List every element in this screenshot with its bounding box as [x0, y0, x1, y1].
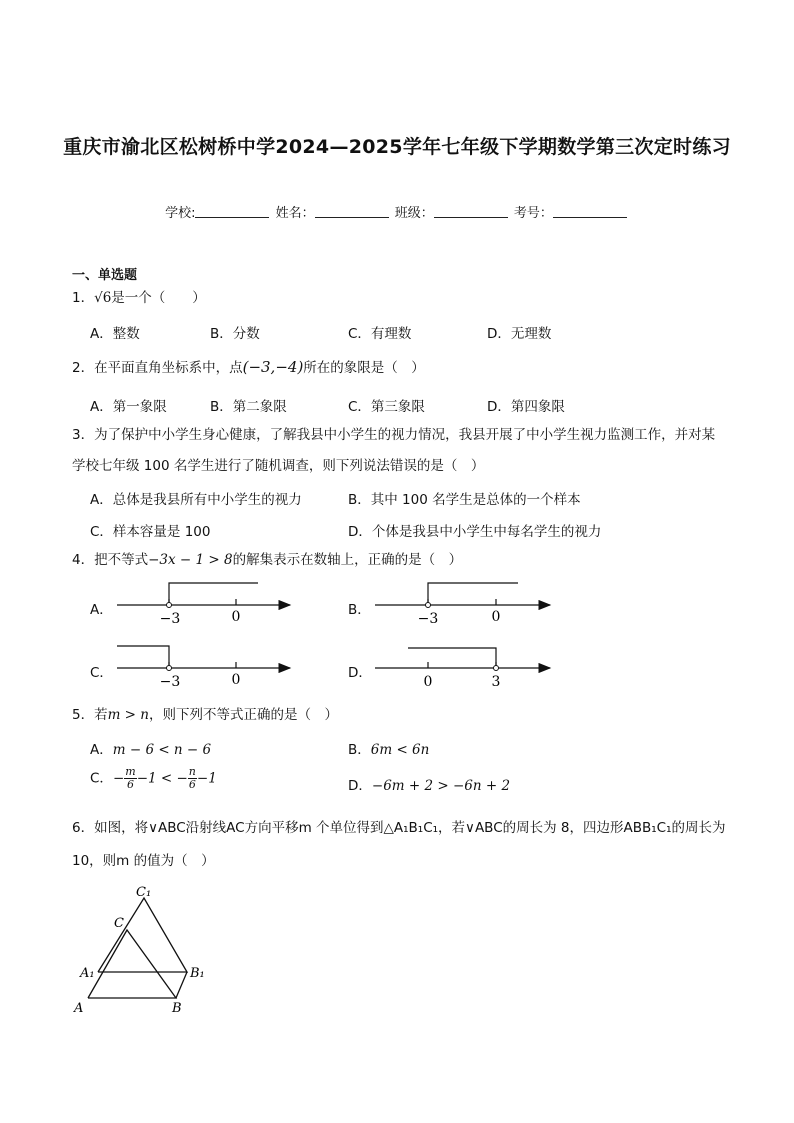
q5-a-expr: m − 6 < n − 6	[112, 742, 212, 758]
class-label: 班级：	[394, 206, 434, 221]
q5-condition: m > n	[107, 707, 149, 723]
name-label: 姓名：	[275, 206, 315, 221]
q1-radical: √6	[94, 290, 112, 306]
q5-c-mid: −1 < −	[136, 770, 188, 787]
q4-c-label-0: 0	[231, 672, 241, 688]
q4-option-d-label[interactable]: D．	[348, 665, 372, 681]
q4-stem-prefix: 4．把不等式	[72, 552, 149, 568]
q4-a-label-0: 0	[231, 609, 241, 625]
q2-stem-prefix: 2．在平面直角坐标系中，点	[72, 360, 243, 376]
q5-c-post: −1	[196, 770, 217, 787]
q2-option-a[interactable]: A．第一象限	[90, 399, 167, 415]
label-b: B	[172, 1001, 182, 1016]
q5-d-label: D．	[348, 778, 372, 794]
q4-d-label-3: 3	[491, 674, 501, 690]
q5-a-label: A．	[90, 742, 113, 758]
q3-option-a[interactable]: A．总体是我县所有中小学生的视力	[90, 492, 302, 508]
label-c: C	[114, 916, 124, 931]
label-a: A	[74, 1001, 84, 1016]
q3-option-b[interactable]: B．其中 100 名学生是总体的一个样本	[348, 492, 581, 508]
q5-stem-suffix: ，则下列不等式正确的是（ ）	[148, 707, 338, 723]
section-heading: 一、单选题	[72, 268, 138, 283]
q4-inequality: −3x − 1 > 8	[148, 552, 233, 568]
q4-b-label-neg3: −3	[417, 611, 439, 627]
q5-b-label: B．	[348, 742, 371, 758]
q1-stem-text: 是一个（ ）	[111, 290, 206, 306]
q4-option-b-label[interactable]: B．	[348, 602, 371, 618]
q4-b-label-0: 0	[491, 609, 501, 625]
q5-c-minus: −	[112, 770, 125, 787]
q4-option-a-label[interactable]: A．	[90, 602, 113, 618]
q2-option-c[interactable]: C．第三象限	[348, 399, 425, 415]
question-3-stem: 3．为了保护中小学生身心健康，了解我县中小学生的视力情况，我县开展了中小学生视力监测工作，并对某学校七年级 100 名学生进行了随机调查，则下列说法错误的是（ ）	[72, 427, 716, 474]
q5-d-expr: −6m + 2 > −6n + 2	[371, 778, 511, 794]
q4-stem-suffix: 的解集表示在数轴上，正确的是（ ）	[232, 552, 463, 568]
q5-c-num2: n	[188, 765, 196, 778]
number-label: 考号：	[513, 206, 553, 221]
q5-c-den1: 6	[126, 778, 134, 791]
q1-number: 1．	[72, 290, 95, 306]
q4-d-label-0: 0	[423, 674, 433, 690]
q5-b-expr: 6m < 6n	[370, 742, 430, 758]
question-6-stem: 6．如图，将∨ABC沿射线AC方向平移m 个单位得到△A₁B₁C₁，若∨ABC的周长为 8，四边形ABB₁C₁的周长为 10，则m 的值为（ ）	[72, 820, 726, 869]
q2-option-b[interactable]: B．第二象限	[210, 399, 287, 415]
q5-c-den2: 6	[188, 778, 196, 791]
q4-a-label-neg3: −3	[159, 611, 181, 627]
q1-option-d[interactable]: D．无理数	[487, 326, 552, 342]
q2-stem-suffix: 所在的象限是（ ）	[303, 360, 425, 376]
q1-option-c[interactable]: C．有理数	[348, 326, 412, 342]
q2-option-d[interactable]: D．第四象限	[487, 399, 565, 415]
q5-c-num1: m	[125, 765, 136, 778]
label-b1: B₁	[190, 966, 205, 981]
q2-point: (−3,−4)	[242, 358, 304, 376]
label-c1: C₁	[136, 885, 152, 900]
q3-option-d[interactable]: D．个体是我县中小学生中每名学生的视力	[348, 524, 602, 540]
q3-option-c[interactable]: C．样本容量是 100	[90, 524, 211, 540]
q4-option-c-label[interactable]: C．	[90, 665, 113, 681]
page-title: 重庆市渝北区松树桥中学2024—2025学年七年级下学期数学第三次定时练习	[63, 136, 731, 158]
label-a1: A₁	[80, 966, 95, 981]
q5-c-label: C．	[90, 770, 113, 787]
school-label: 学校:	[165, 206, 196, 221]
q1-option-a[interactable]: A．整数	[90, 326, 140, 342]
q4-c-label-neg3: −3	[159, 674, 181, 690]
q1-option-b[interactable]: B．分数	[210, 326, 260, 342]
q5-stem-prefix: 5．若	[72, 707, 108, 723]
